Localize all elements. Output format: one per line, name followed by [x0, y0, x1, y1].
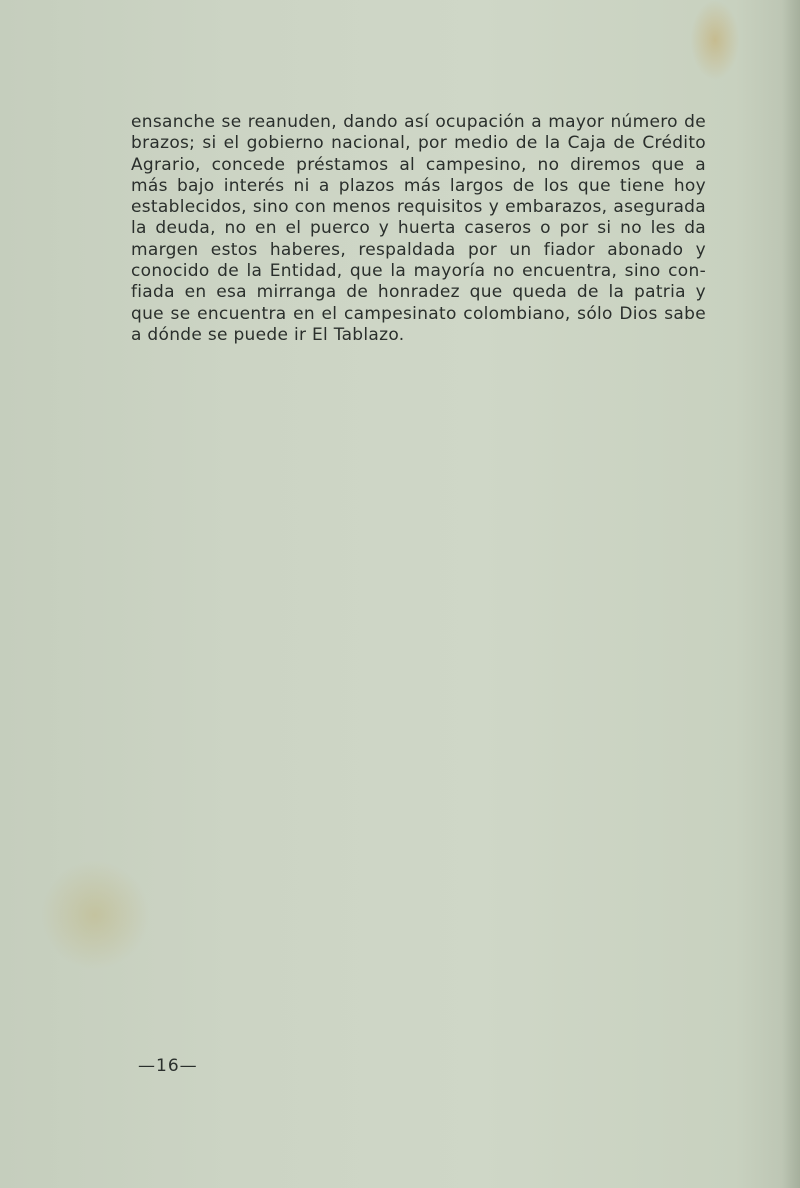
page-edge-shadow	[782, 0, 800, 1188]
text-line: conocido de la Entidad, que la mayoría no encuentra, sino con-	[131, 261, 706, 282]
text-line: ensanche se reanuden, dando así ocupación a mayor número de	[131, 112, 706, 132]
paper-stain	[690, 0, 740, 80]
text-line: que se encuentra en el campesinato colombiano, sólo Dios sabe	[131, 303, 706, 324]
text-line: brazos; si el gobierno nacional, por medio de la Caja de Crédito	[131, 133, 706, 154]
text-line: fiada en esa mirranga de honradez que queda de la patria y	[131, 282, 706, 303]
page-number: —16—	[138, 1056, 198, 1076]
body-paragraph	[131, 112, 706, 346]
text-line: a dónde se puede ir El Tablazo.	[131, 324, 405, 345]
text-line: establecidos, sino con menos requisitos y embarazos, asegurada	[131, 197, 706, 218]
text-line: la deuda, no en el puerco y huerta caseros o por si no les da	[131, 218, 706, 239]
paper-stain	[40, 860, 150, 970]
text-line: margen estos haberes, respaldada por un fiador abonado y	[131, 239, 706, 260]
text-line: Agrario, concede préstamos al campesino, no diremos que a	[131, 154, 706, 175]
text-line: más bajo interés ni a plazos más largos de los que tiene hoy	[131, 175, 706, 196]
